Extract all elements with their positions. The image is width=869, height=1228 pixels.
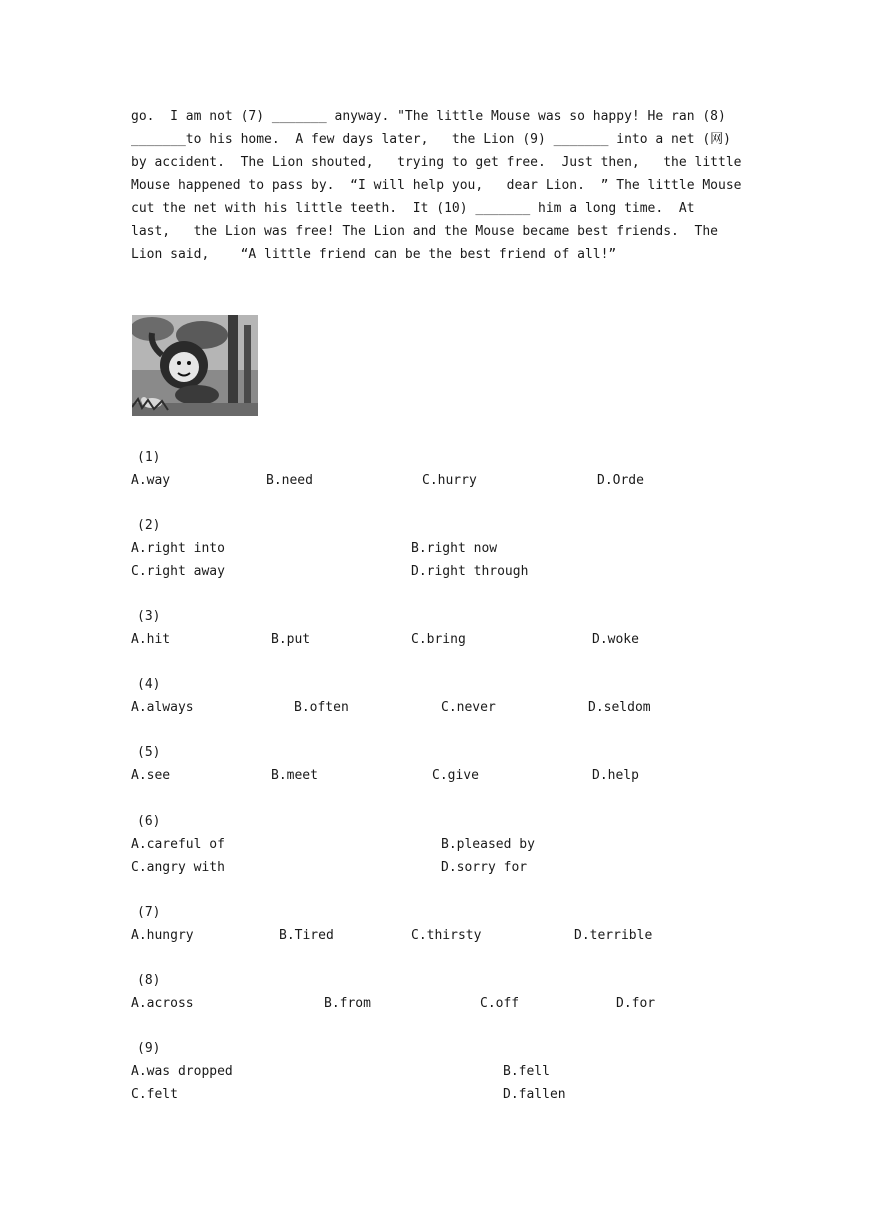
option-row <box>131 469 771 492</box>
option-c[interactable]: C.off <box>480 996 520 1011</box>
option-a[interactable]: A.hungry <box>131 928 194 943</box>
option-a[interactable]: A.careful of <box>131 837 225 852</box>
option-a[interactable]: A.hit <box>131 632 171 647</box>
option-c[interactable]: C.never <box>441 700 496 715</box>
option-row <box>131 833 771 856</box>
option-b[interactable]: B.need <box>266 473 313 488</box>
question-6 <box>131 811 771 902</box>
option-b[interactable]: B.meet <box>271 768 318 783</box>
passage-line: Mouse happened to pass by. “I will help you, dear Lion. ” The little Mouse <box>131 178 742 193</box>
question-2 <box>131 515 771 606</box>
question-3 <box>131 606 771 674</box>
option-a[interactable]: A.see <box>131 768 171 783</box>
option-c[interactable]: C.bring <box>411 632 466 647</box>
option-row <box>131 856 771 879</box>
option-c[interactable]: C.felt <box>131 1087 178 1102</box>
lion-mouse-picture <box>132 315 258 416</box>
passage-line: Lion said, “A little friend can be the best friend of all!” <box>131 247 617 262</box>
option-a[interactable]: A.was dropped <box>131 1064 233 1079</box>
option-b[interactable]: B.pleased by <box>441 837 535 852</box>
option-d[interactable]: D.for <box>616 996 656 1011</box>
option-c[interactable]: C.thirsty <box>411 928 482 943</box>
passage-text <box>131 105 751 266</box>
question-number: (4) <box>137 677 161 692</box>
question-7 <box>131 902 771 970</box>
option-c[interactable]: C.angry with <box>131 860 225 875</box>
question-4 <box>131 674 771 742</box>
question-number: (2) <box>137 518 161 533</box>
option-b[interactable]: B.often <box>294 700 349 715</box>
option-row <box>131 924 771 947</box>
passage-line: go. I am not (7) _______ anyway. "The little Mouse was so happy! He ran (8) <box>131 109 726 124</box>
question-1 <box>131 447 771 515</box>
passage-line: cut the net with his little teeth. It (10) _______ him a long time. At <box>131 201 695 216</box>
option-d[interactable]: D.terrible <box>574 928 653 943</box>
option-row <box>131 1060 771 1083</box>
question-number: (5) <box>137 745 161 760</box>
question-number: (6) <box>137 814 161 829</box>
multiple-choice-questions <box>131 447 771 1129</box>
option-b[interactable]: B.Tired <box>279 928 334 943</box>
option-row <box>131 560 771 583</box>
passage-line: by accident. The Lion shouted, trying to get free. Just then, the little <box>131 155 742 170</box>
option-a[interactable]: A.right into <box>131 541 225 556</box>
option-a[interactable]: A.across <box>131 996 194 1011</box>
reading-passage <box>131 105 751 266</box>
question-number: (7) <box>137 905 161 920</box>
option-row <box>131 992 771 1015</box>
lion-mouse-illustration <box>132 315 258 416</box>
option-c[interactable]: C.right away <box>131 564 225 579</box>
option-row <box>131 1083 771 1106</box>
question-9 <box>131 1038 771 1129</box>
option-row <box>131 696 771 719</box>
option-d[interactable]: D.seldom <box>588 700 651 715</box>
question-8 <box>131 970 771 1038</box>
option-d[interactable]: D.sorry for <box>441 860 528 875</box>
option-row <box>131 764 771 787</box>
option-c[interactable]: C.give <box>432 768 479 783</box>
option-d[interactable]: D.woke <box>592 632 639 647</box>
option-a[interactable]: A.way <box>131 473 171 488</box>
question-number: (9) <box>137 1041 161 1056</box>
question-number: (8) <box>137 973 161 988</box>
option-c[interactable]: C.hurry <box>422 473 477 488</box>
option-row <box>131 628 771 651</box>
option-d[interactable]: D.Orde <box>597 473 644 488</box>
question-number: (3) <box>137 609 161 624</box>
option-a[interactable]: A.always <box>131 700 194 715</box>
option-d[interactable]: D.right through <box>411 564 529 579</box>
option-d[interactable]: D.help <box>592 768 639 783</box>
option-b[interactable]: B.right now <box>411 541 498 556</box>
option-row <box>131 537 771 560</box>
option-b[interactable]: B.put <box>271 632 311 647</box>
passage-line: _______to his home. A few days later, the Lion (9) _______ into a net (网) <box>131 132 731 147</box>
option-d[interactable]: D.fallen <box>503 1087 566 1102</box>
option-b[interactable]: B.fell <box>503 1064 550 1079</box>
question-5 <box>131 742 771 811</box>
question-number: (1) <box>137 450 161 465</box>
passage-line: last, the Lion was free! The Lion and the Mouse became best friends. The <box>131 224 718 239</box>
option-b[interactable]: B.from <box>324 996 371 1011</box>
